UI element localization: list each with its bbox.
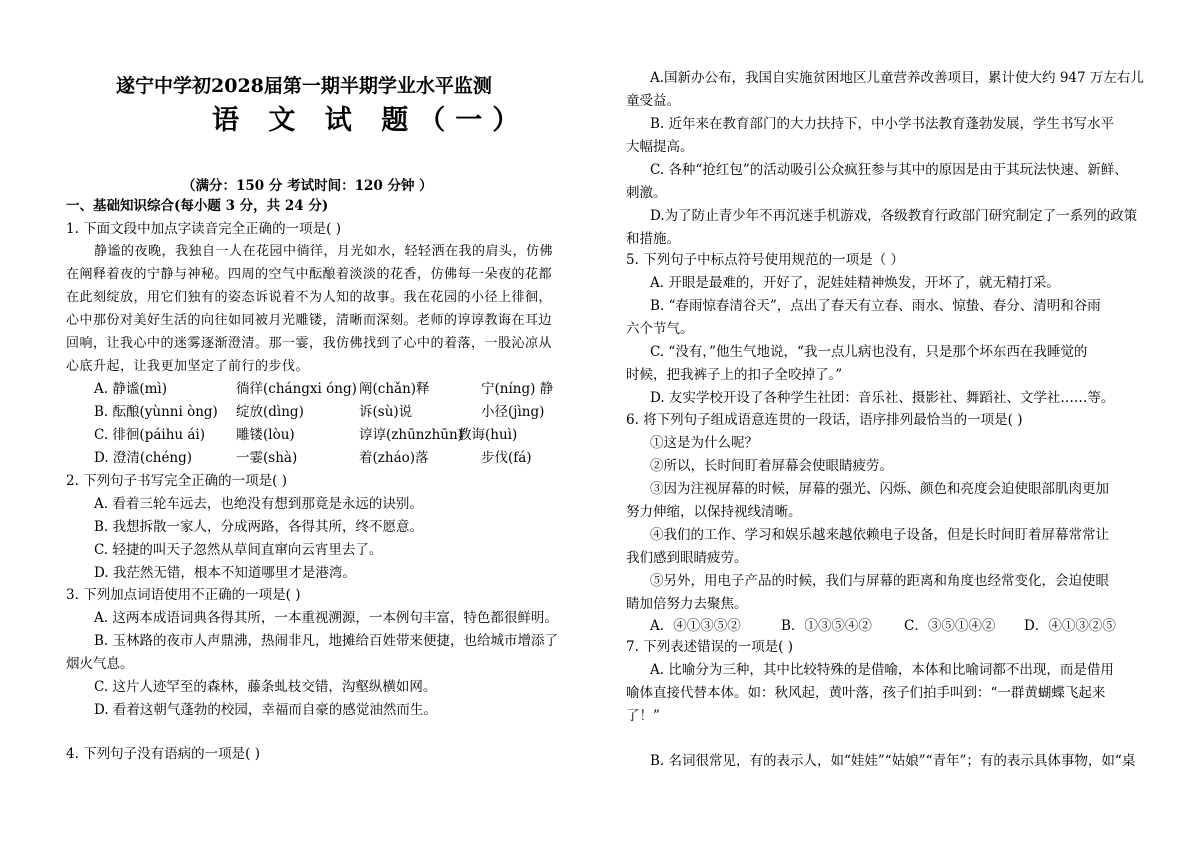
q1-option-a-1: A. 静谧(mì) — [94, 381, 167, 397]
q7-option-continuation: 喻体直接代替本体。如：秋风起，黄叶落，孩子们拍手叫到：“一群黄蝴蝶飞起来 — [626, 685, 1106, 701]
q2-option: B. 我想拆散一家人，分成两路，各得其所，终不愿意。 — [94, 519, 424, 535]
q6-sentence: ①这是为什么呢？ — [650, 435, 758, 451]
q4-option: C. 各种“抢红包”的活动吸引公众疯狂参与其中的原因是由于其玩法快速、新鲜、 — [650, 162, 1128, 178]
q3-option: D. 看着这朝气蓬勃的校园，幸福而自豪的感觉油然而生。 — [94, 702, 437, 718]
q3-option-continuation: 烟火气息。 — [66, 656, 134, 672]
q1-option-c-2: 雕镂(lòu) — [236, 427, 295, 443]
q1-passage-line: 在阐释着夜的宁静与神秘。四周的空气中酝酿着淡淡的花香，仿佛每一朵夜的花都 — [66, 267, 553, 282]
q6-sentence: ④我们的工作、学习和娱乐越来越依赖电子设备，但是长时间盯着屏幕常常让 — [650, 527, 1109, 543]
q6-sentence: ②所以，长时间盯着屏幕会使眼睛疲劳。 — [650, 458, 893, 474]
q1-option-c-3: 谆谆(zhūnzhūn) — [359, 427, 463, 443]
exam-title: 遂宁中学初2028届第一期半期学业水平监测 — [116, 75, 492, 97]
q6-stem: 6. 将下列句子组成语意连贯的一段话，语序排列最恰当的一项是( ) — [626, 412, 1023, 428]
q2-option: C. 轻捷的叫天子忽然从草间直窜向云宵里去了。 — [94, 542, 383, 558]
q4-option-continuation: 和措施。 — [626, 231, 680, 247]
exam-subtitle: 语 文 试 题（一） — [212, 105, 530, 136]
q1-option-d-4: 步伐(fá) — [481, 450, 532, 466]
q1-stem: 1. 下面文段中加点字读音完全正确的一项是( ) — [66, 221, 341, 237]
q5-option-continuation: 六个节气。 — [626, 321, 694, 337]
q4-option-continuation: 大幅提高。 — [626, 139, 694, 155]
q1-option-d-1: D. 澄清(chéng) — [94, 450, 193, 466]
q1-option-a-4: 宁(níng) 静 — [481, 381, 554, 397]
q3-option: B. 玉林路的夜市人声鼎沸，热闹非凡，地摊给百姓带来便捷，也给城市增添了 — [94, 633, 559, 649]
q1-option-b-3: 诉(sù)说 — [359, 404, 413, 420]
q4-option: B. 近年来在教育部门的大力扶持下，中小学书法教育蓬勃发展，学生书写水平 — [650, 116, 1115, 132]
q5-option: B. “春雨惊春清谷天”，点出了春天有立春、雨水、惊蛰、春分、清明和谷雨 — [650, 298, 1101, 314]
q3-stem: 3. 下列加点词语使用不正确的一项是( ) — [66, 587, 301, 603]
q1-option-c-1: C. 徘徊(páihu ái) — [94, 427, 206, 443]
q4-option-continuation: 童受益。 — [626, 93, 680, 109]
q1-option-a-3: 阐(chǎn)释 — [359, 381, 430, 397]
q6-sentence-continuation: 睛加倍努力去聚焦。 — [626, 596, 748, 612]
q1-passage-line: 心底升起，让我更加坚定了前行的步伐。 — [66, 359, 310, 374]
q2-stem: 2. 下列句子书写完全正确的一项是( ) — [66, 473, 287, 489]
q4-stem: 4. 下列句子没有语病的一项是( ) — [66, 746, 260, 762]
q7-stem: 7. 下列表述错误的一项是( ) — [626, 639, 793, 655]
q1-passage-line: 在此刻绽放，用它们独有的姿态诉说着不为人知的故事。我在花园的小径上徘徊， — [66, 290, 553, 305]
q5-stem: 5. 下列句子中标点符号使用规范的一项是（ ） — [626, 252, 904, 268]
q5-option: D. 友实学校开设了各种学生社团：音乐社、摄影社、舞蹈社、文学社……等。 — [650, 390, 1115, 406]
q6-choice-b: B．①③⑤④② — [781, 618, 872, 634]
q1-passage-line: 回响，让我心中的迷雾逐渐澄清。那一霎，我仿佛找到了心中的着落，一股沁凉从 — [66, 336, 553, 351]
q5-option: C. “没有，”他生气地说，“我一点儿病也没有，只是那个坏东西在我睡觉的 — [650, 344, 1088, 360]
q2-option: D. 我茫然无错，根本不知道哪里才是港湾。 — [94, 565, 356, 581]
q6-choice-a: A．④①③⑤② — [650, 618, 741, 634]
q1-option-d-3: 着(zháo)落 — [359, 450, 429, 466]
q7-option: A. 比喻分为三种，其中比较特殊的是借喻，本体和比喻词都不出现，而是借用 — [650, 662, 1114, 678]
q1-option-b-4: 小径(jìng) — [481, 404, 545, 420]
section-heading: 一、基础知识综合(每小题 3 分，共 24 分) — [66, 198, 329, 214]
q1-option-b-1: B. 酝酿(yùnni òng) — [94, 404, 218, 420]
q4-option: A.国新办公布，我国自实施贫困地区儿童营养改善项目，累计使大约 947 万左右儿 — [650, 70, 1144, 86]
q1-passage-line: 心中那份对美好生活的向往如同被月光雕镂，清晰而深刻。老师的谆谆教诲在耳边 — [66, 313, 553, 328]
q1-option-c-4: 教诲(huì) — [458, 427, 518, 443]
score-info: （满分：150 分 考试时间：120 分钟 ） — [182, 178, 433, 194]
q3-option: C. 这片人迹罕至的森林，藤条虬枝交错，沟壑纵横如网。 — [94, 679, 437, 695]
q1-option-d-2: 一霎(shà) — [236, 450, 298, 466]
q5-option-continuation: 时候，把我裤子上的扣子全咬掉了。” — [626, 367, 843, 383]
q7-option: B. 名词很常见，有的表示人，如“娃娃”“姑娘”“青年”；有的表示具体事物，如“桌 — [650, 753, 1136, 769]
q1-option-a-2: 徜徉(chángxi óng) — [236, 381, 357, 397]
q4-option: D.为了防止青少年不再沉迷手机游戏，各级教育行政部门研究制定了一系列的政策 — [650, 208, 1138, 224]
q2-option: A. 看着三轮车远去，也绝没有想到那竟是永远的诀别。 — [94, 496, 423, 512]
q6-sentence: ③因为注视屏幕的时候，屏幕的强光、闪烁、颜色和亮度会迫使眼部肌肉更加 — [650, 481, 1109, 497]
q4-option-continuation: 刺激。 — [626, 185, 667, 201]
q6-choice-d: D．④①③②⑤ — [1024, 618, 1116, 634]
q6-choice-c: C．③⑤①④② — [904, 618, 996, 634]
q1-option-b-2: 绽放(dìng) — [236, 404, 304, 420]
q6-sentence-continuation: 努力伸缩，以保持视线清晰。 — [626, 504, 802, 520]
q1-passage-line: 静谧的夜晚，我独自一人在花园中徜徉，月光如水，轻轻洒在我的肩头，仿佛 — [94, 244, 554, 259]
q6-sentence: ⑤另外，用电子产品的时候，我们与屏幕的距离和角度也经常变化，会迫使眼 — [650, 573, 1109, 589]
q5-option: A. 开眼是最难的，开好了，泥娃娃精神焕发，开坏了，就无精打采。 — [650, 275, 1060, 291]
q7-option-continuation: 了！” — [626, 708, 660, 724]
q3-option: A. 这两本成语词典各得其所，一本重视溯源，一本例句丰富，特色都很鲜明。 — [94, 610, 558, 626]
q6-sentence-continuation: 我们感到眼睛疲劳。 — [626, 550, 748, 566]
